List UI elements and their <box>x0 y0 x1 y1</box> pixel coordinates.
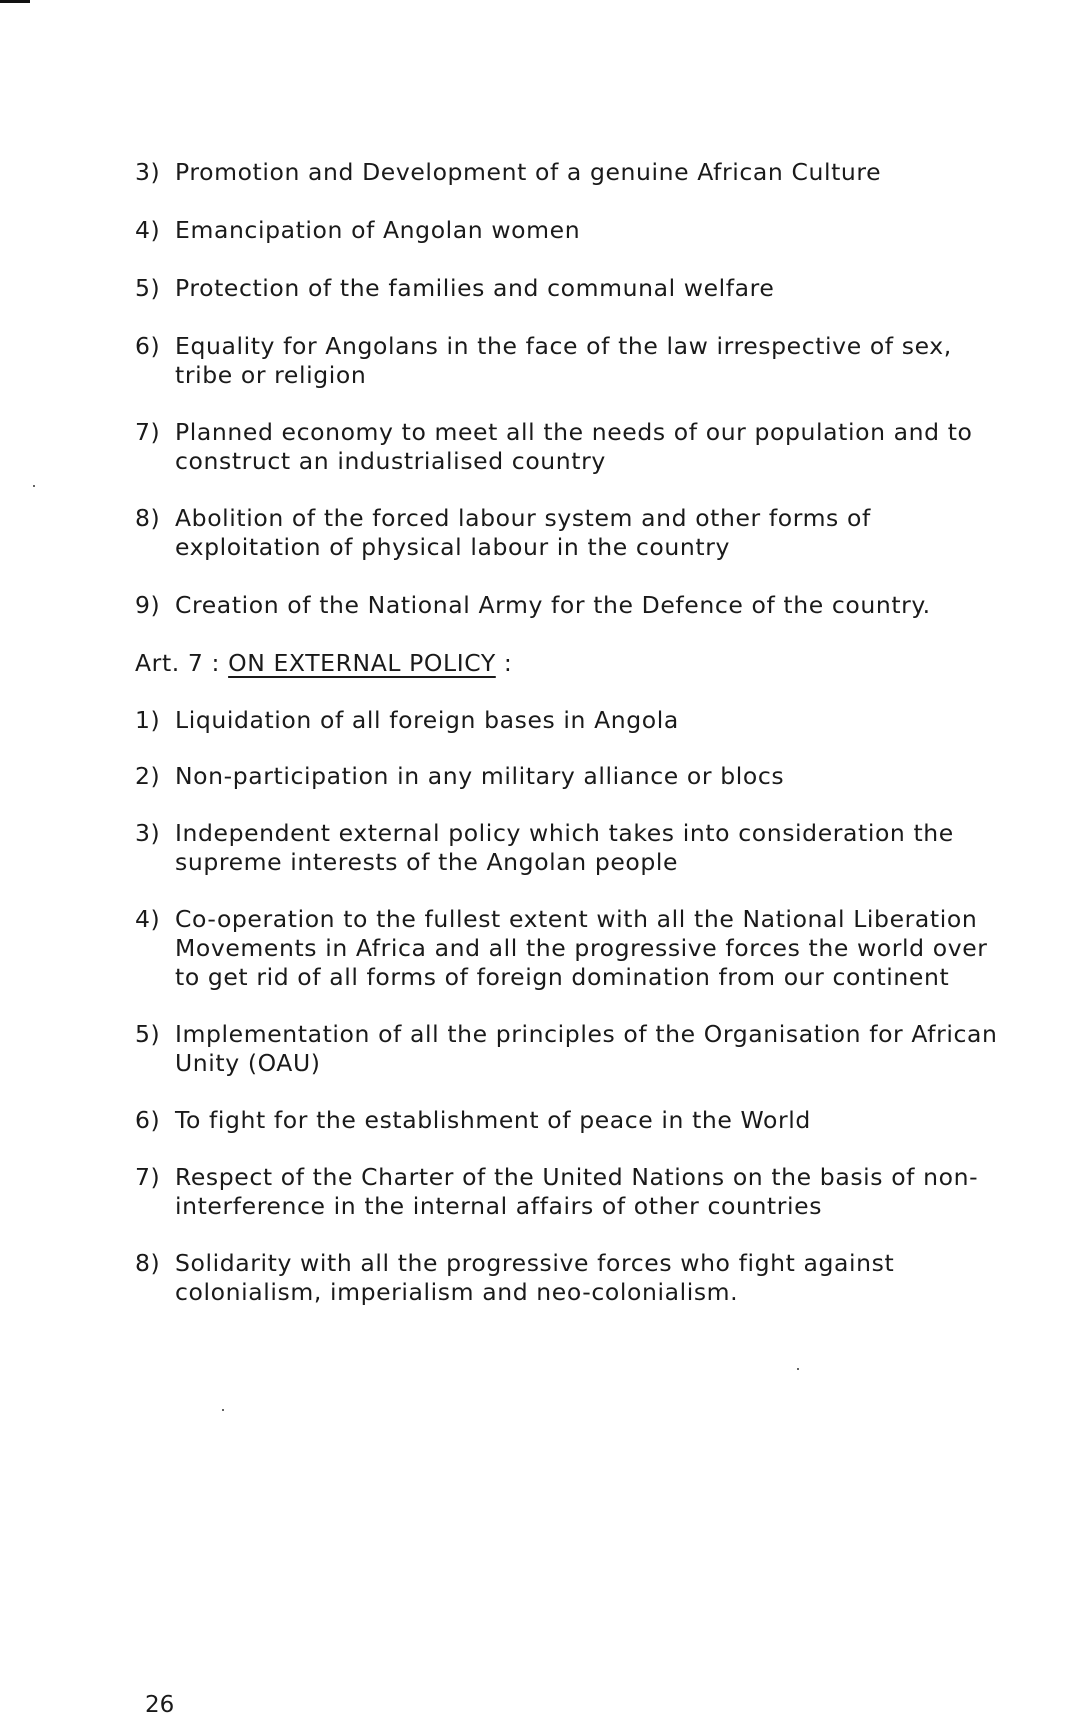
item-text: Emancipation of Angolan women <box>175 216 581 244</box>
item-text: Solidarity with all the progressive forces who fight against colonialism, imperialism and neo-colonialism. <box>175 1249 895 1306</box>
policy-list-external <box>135 706 1015 1307</box>
article-suffix: : <box>495 649 513 677</box>
document-page <box>135 155 1015 1307</box>
list-item <box>135 819 1015 877</box>
list-item <box>135 1249 1015 1307</box>
article-heading <box>135 649 1015 678</box>
list-item <box>135 216 1015 245</box>
article-title: ON EXTERNAL POLICY <box>228 649 496 677</box>
item-number: 3) <box>135 819 161 847</box>
item-text: Abolition of the forced labour system and other forms of exploitation of physical labour in the country <box>175 504 871 561</box>
item-number: 7) <box>135 418 161 446</box>
list-item <box>135 1163 1015 1221</box>
item-text: Independent external policy which takes into consideration the supreme interests of the Angolan people <box>175 819 954 876</box>
item-number: 2) <box>135 762 161 790</box>
list-item <box>135 1106 1015 1135</box>
item-number: 8) <box>135 1249 161 1277</box>
scan-speck <box>222 1409 224 1411</box>
policy-list-internal <box>135 158 1015 620</box>
item-number: 7) <box>135 1163 161 1191</box>
item-text: Creation of the National Army for the Defence of the country. <box>175 591 931 619</box>
item-text: Co-operation to the fullest extent with all the National Liberation Movements in Africa and all the progressive forces the world over to get rid of all forms of foreign domination from our continent <box>175 905 988 991</box>
list-item <box>135 706 1015 735</box>
item-text: Respect of the Charter of the United Nations on the basis of non-interference in the internal affairs of other countries <box>175 1163 979 1220</box>
item-number: 4) <box>135 905 161 933</box>
item-number: 4) <box>135 216 161 244</box>
list-item <box>135 418 1015 476</box>
list-item <box>135 332 1015 390</box>
item-text: Non-participation in any military alliance or blocs <box>175 762 785 790</box>
list-item <box>135 591 1015 620</box>
item-number: 6) <box>135 1106 161 1134</box>
item-text: Planned economy to meet all the needs of our population and to construct an industrialised country <box>175 418 973 475</box>
item-text: Implementation of all the principles of the Organisation for African Unity (OAU) <box>175 1020 998 1077</box>
page-number: 26 <box>145 1692 175 1718</box>
list-item <box>135 504 1015 562</box>
list-item <box>135 158 1015 187</box>
item-number: 6) <box>135 332 161 360</box>
item-number: 5) <box>135 1020 161 1048</box>
list-item <box>135 274 1015 303</box>
scan-corner-mark <box>0 0 30 3</box>
list-item <box>135 1020 1015 1078</box>
item-text: Promotion and Development of a genuine African Culture <box>175 158 882 186</box>
item-number: 3) <box>135 158 161 186</box>
item-text: Protection of the families and communal welfare <box>175 274 775 302</box>
list-item <box>135 762 1015 791</box>
item-number: 5) <box>135 274 161 302</box>
item-text: Equality for Angolans in the face of the law irrespective of sex, tribe or religion <box>175 332 952 389</box>
item-number: 8) <box>135 504 161 532</box>
list-item <box>135 905 1015 992</box>
item-number: 9) <box>135 591 161 619</box>
item-text: To fight for the establishment of peace in the World <box>175 1106 811 1134</box>
item-number: 1) <box>135 706 161 734</box>
article-prefix: Art. 7 : <box>135 649 229 677</box>
scan-speck <box>33 485 35 487</box>
scan-speck <box>797 1368 799 1370</box>
item-text: Liquidation of all foreign bases in Angola <box>175 706 679 734</box>
